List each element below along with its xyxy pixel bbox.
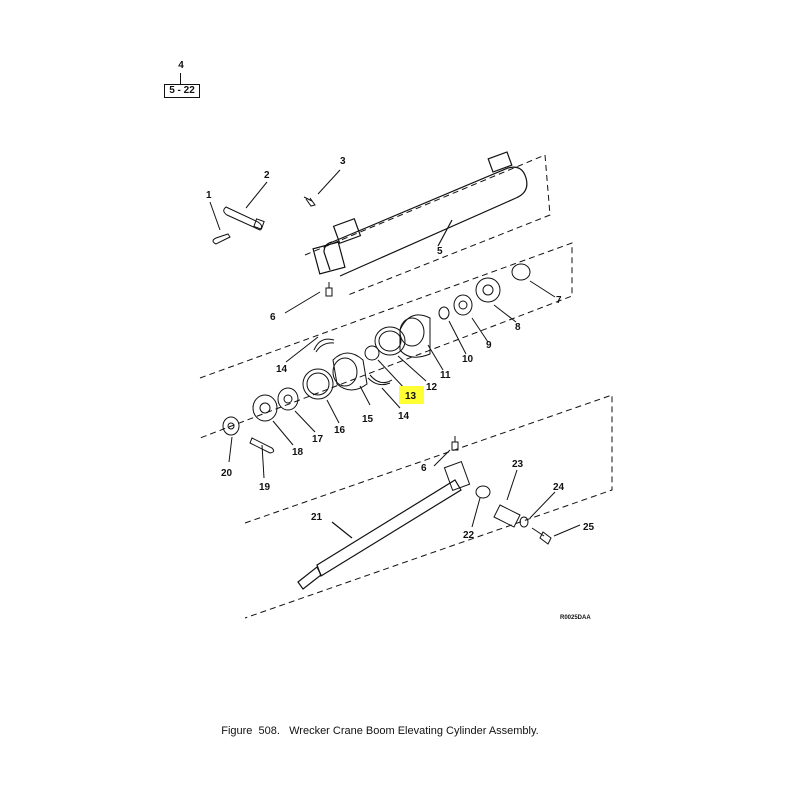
drawing-code: R0025DAA — [560, 615, 591, 621]
figure-caption-text: Figure 508. Wrecker Crane Boom Elevating Cylinder Assembly. — [221, 725, 539, 737]
callout-6-upper[interactable]: 6 — [270, 312, 276, 323]
callout-3[interactable]: 3 — [340, 156, 346, 167]
callout-18[interactable]: 18 — [292, 447, 304, 458]
seal-part-17 — [278, 388, 315, 432]
callout-11[interactable]: 11 — [440, 370, 451, 381]
cylinder-group-boundary — [305, 155, 550, 295]
half-ring-part-14-upper — [286, 337, 334, 362]
reference-number: 4 — [178, 60, 184, 71]
fitting-part-6-upper — [285, 282, 332, 313]
cotter-pin-part-19 — [250, 438, 274, 478]
ring-part-7 — [512, 264, 555, 297]
cylinder-barrel-part-5 — [313, 152, 527, 276]
piston-part-15 — [333, 353, 370, 405]
callout-20[interactable]: 20 — [221, 468, 233, 479]
callout-23[interactable]: 23 — [512, 459, 524, 470]
fitting-part-3 — [304, 170, 340, 206]
ring-part-10 — [439, 307, 466, 354]
callout-13[interactable]: 13 — [405, 391, 417, 402]
seal-part-9 — [454, 295, 488, 342]
callout-19[interactable]: 19 — [259, 482, 271, 493]
cotter-pin-part-1 — [210, 202, 230, 244]
rod-eye-block — [444, 462, 469, 491]
callout-15[interactable]: 15 — [362, 414, 374, 425]
bushing-part-22 — [472, 486, 490, 527]
callout-21[interactable]: 21 — [311, 512, 323, 523]
callout-14-upper[interactable]: 14 — [276, 364, 288, 375]
nut-part-20 — [223, 417, 239, 462]
callout-2[interactable]: 2 — [264, 170, 270, 181]
callout-9[interactable]: 9 — [486, 340, 492, 351]
callout-10[interactable]: 10 — [462, 354, 474, 365]
callout-25[interactable]: 25 — [583, 522, 595, 533]
washer-part-24 — [520, 492, 555, 527]
callout-8[interactable]: 8 — [515, 322, 521, 333]
nut-part-8 — [476, 278, 516, 322]
callout-7[interactable]: 7 — [556, 295, 562, 306]
reference-page-box: 5 - 22 — [164, 84, 200, 98]
backup-ring-part-13 — [365, 346, 406, 390]
callout-22[interactable]: 22 — [463, 530, 475, 541]
callout-17[interactable]: 17 — [312, 434, 324, 445]
figure-caption — [0, 725, 760, 737]
callout-5[interactable]: 5 — [437, 246, 443, 257]
callout-12[interactable]: 12 — [426, 382, 438, 393]
fitting-part-6-lower — [434, 436, 458, 466]
callout-6-lower[interactable]: 6 — [421, 463, 427, 474]
callout-24[interactable]: 24 — [553, 482, 565, 493]
gland-part-11 — [400, 315, 443, 370]
clevis-part-23 — [494, 470, 520, 527]
callout-14-lower[interactable]: 14 — [398, 411, 410, 422]
callout-16[interactable]: 16 — [334, 425, 346, 436]
callout-1[interactable]: 1 — [206, 190, 212, 201]
bolt-part-25 — [532, 525, 580, 544]
piston-group-boundary — [200, 243, 572, 438]
half-ring-part-14-lower — [368, 375, 400, 408]
pin-part-2 — [224, 182, 267, 230]
